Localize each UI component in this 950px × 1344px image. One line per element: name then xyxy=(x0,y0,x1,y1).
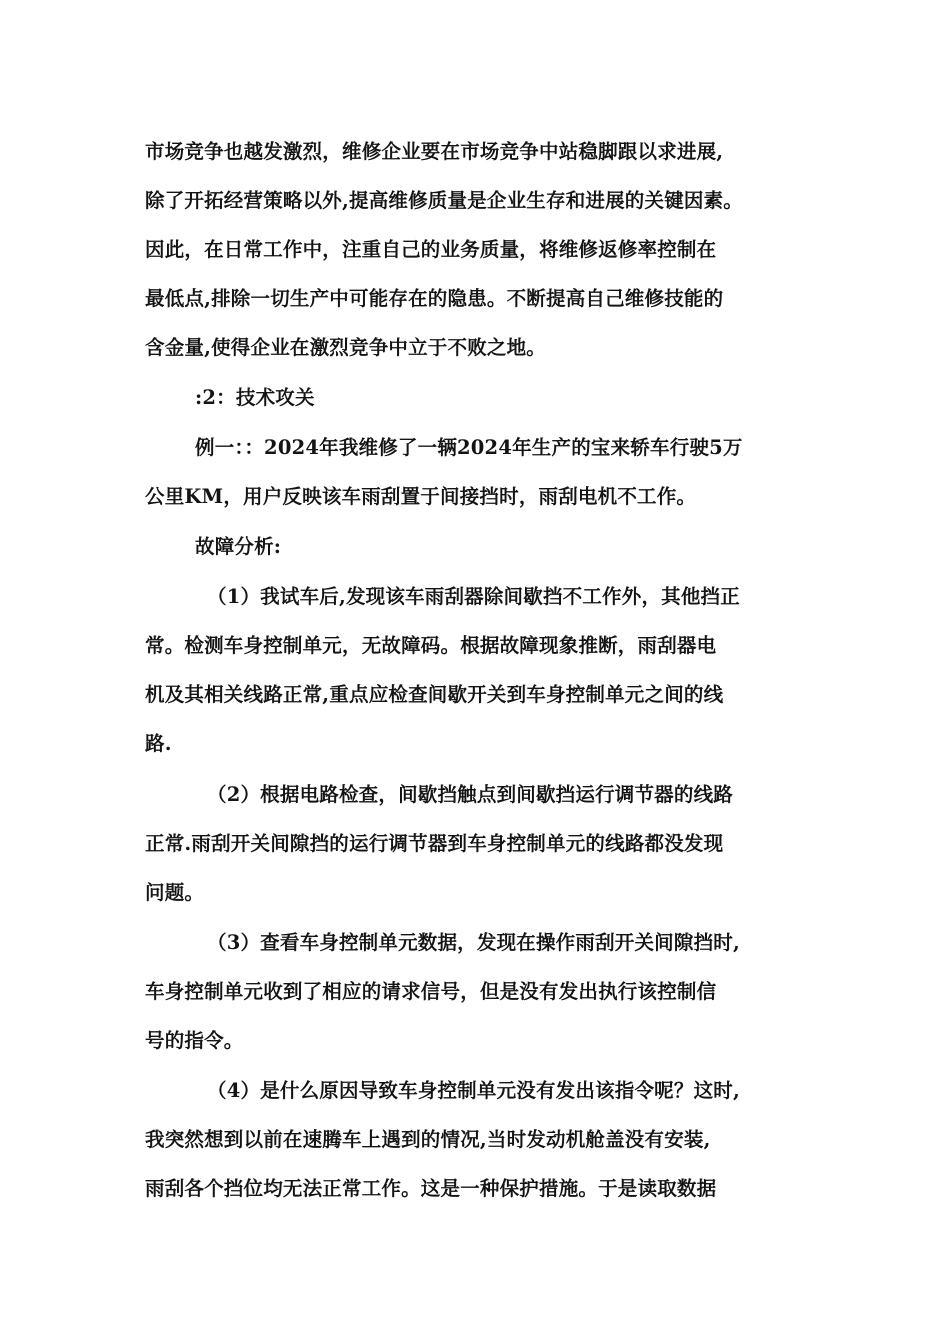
body-text-line: （2）根据电路检查，间歇挡触点到间歇挡运行调节器的线路 xyxy=(207,783,733,806)
body-text-line: 常。检测车身控制单元，无故障码。根据故障现象推断，雨刮器电 xyxy=(145,634,717,657)
body-text-line: 最低点,排除一切生产中可能存在的隐患。不断提高自己维修技能的 xyxy=(145,287,724,310)
body-text-line: 例一：：2024年我维修了一辆2024年生产的宝来轿车行驶5万 xyxy=(195,436,743,459)
section-heading: :2：技术攻关 xyxy=(195,386,315,409)
body-text-line: 正常.雨刮开关间隙挡的运行调节器到车身控制单元的线路都没发现 xyxy=(145,832,724,855)
body-text-line: 除了开拓经营策略以外,提高维修质量是企业生存和进展的关键因素。 xyxy=(145,189,743,212)
body-text-line: 车身控制单元收到了相应的请求信号，但是没有发出执行该控制信 xyxy=(145,980,717,1003)
body-text-line: （1）我试车后,发现该车雨刮器除间歇挡不工作外，其他挡正 xyxy=(207,585,740,608)
subheading: 故障分析: xyxy=(195,535,282,558)
body-text-line: （3）查看车身控制单元数据，发现在操作雨刮开关间隙挡时, xyxy=(207,931,740,954)
body-text-line: 因此，在日常工作中，注重自己的业务质量，将维修返修率控制在 xyxy=(145,238,717,261)
body-text-line: 公里KM，用户反映该车雨刮置于间接挡时，雨刮电机不工作。 xyxy=(145,485,697,508)
body-text-line: 市场竞争也越发激烈，维修企业要在市场竞争中站稳脚跟以求进展, xyxy=(145,140,724,163)
body-text-line: 机及其相关线路正常,重点应检查间歇开关到车身控制单元之间的线 xyxy=(145,683,724,706)
body-text-line: 问题。 xyxy=(145,881,205,904)
body-text-line: 路. xyxy=(145,732,172,755)
body-text-line: 含金量,使得企业在激烈竞争中立于不败之地。 xyxy=(145,336,546,359)
body-text-line: （4）是什么原因导致车身控制单元没有发出该指令呢？这时, xyxy=(207,1079,740,1102)
body-text-line: 我突然想到以前在速腾车上遇到的情况,当时发动机舱盖没有安装, xyxy=(145,1128,711,1151)
body-text-line: 雨刮各个挡位均无法正常工作。这是一种保护措施。于是读取数据 xyxy=(145,1177,717,1200)
body-text-line: 号的指令。 xyxy=(145,1029,244,1052)
